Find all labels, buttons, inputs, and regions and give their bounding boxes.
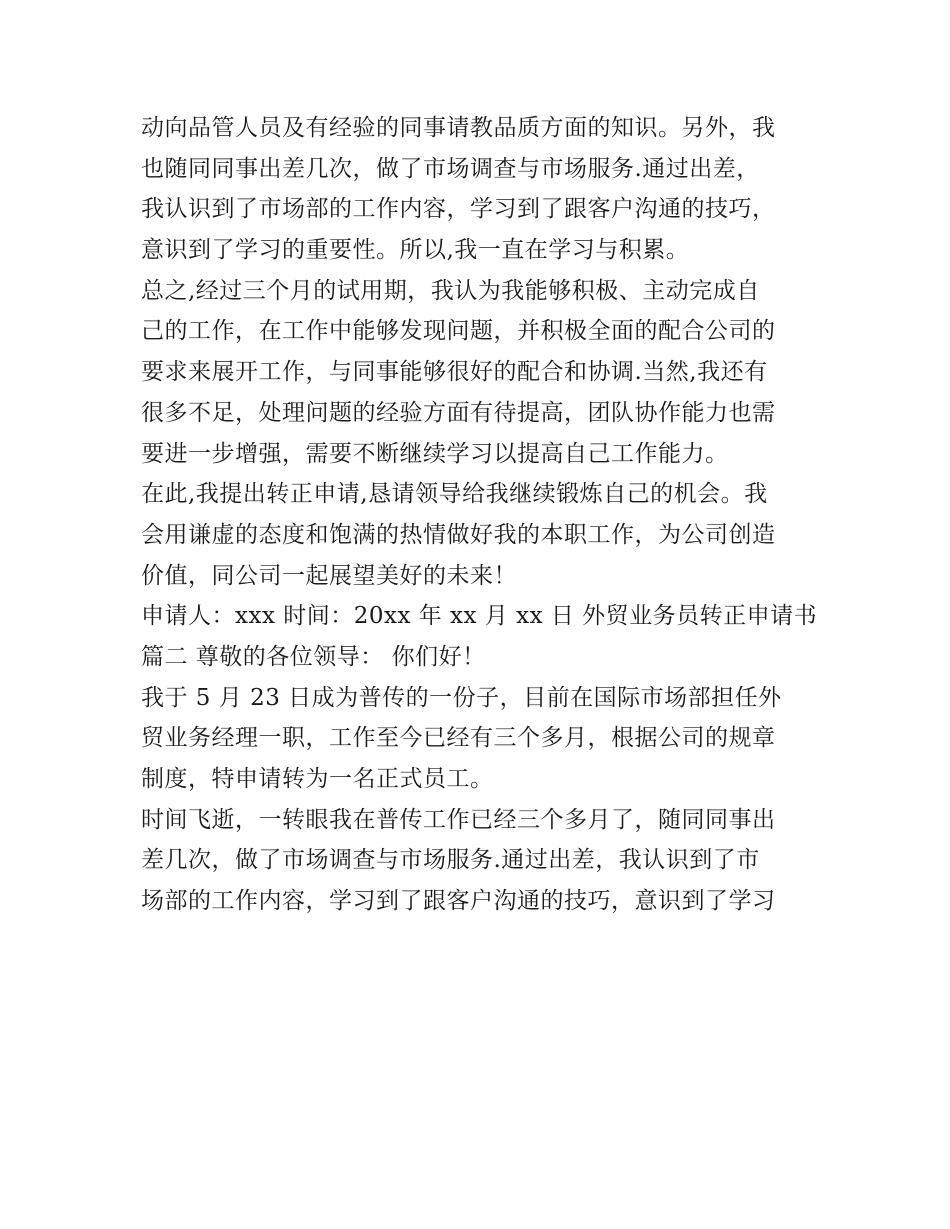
document-body bbox=[141, 108, 821, 922]
text-line: 己的工作，在工作中能够发现问题，并积极全面的配合公司的 bbox=[141, 318, 776, 345]
text-line: 在此,我提出转正申请,恳请领导给我继续锻炼自己的机会。我 bbox=[141, 481, 768, 508]
text-line: 我于 5 月 23 日成为普传的一份子，目前在国际市场部担任外 bbox=[141, 684, 782, 711]
text-line: 申请人：xxx 时间：20xx 年 xx 月 xx 日 外贸业务员转正申请书 bbox=[141, 603, 818, 630]
text-line: 要进一步增强，需要不断继续学习以提高自己工作能力。 bbox=[141, 440, 729, 467]
text-line: 差几次，做了市场调查与市场服务.通过出差，我认识到了市 bbox=[141, 847, 760, 874]
text-line: 场部的工作内容，学习到了跟客户沟通的技巧，意识到了学习 bbox=[141, 888, 776, 915]
text-line: 总之,经过三个月的试用期，我认为我能够积极、主动完成自 bbox=[141, 277, 760, 304]
text-line: 要求来展开工作，与同事能够很好的配合和协调.当然,我还有 bbox=[141, 359, 768, 386]
text-line: 会用谦虚的态度和饱满的热情做好我的本职工作，为公司创造 bbox=[141, 521, 776, 548]
text-line: 贸业务经理一职，工作至今已经有三个多月，根据公司的规章 bbox=[141, 725, 776, 752]
text-line: 意识到了学习的重要性。所以,我一直在学习与积累。 bbox=[141, 237, 690, 264]
text-line: 很多不足，处理问题的经验方面有待提高，团队协作能力也需 bbox=[141, 399, 776, 426]
text-line: 我认识到了市场部的工作内容，学习到了跟客户沟通的技巧， bbox=[141, 196, 776, 223]
text-line: 价值，同公司一起展望美好的未来！ bbox=[141, 562, 517, 589]
text-line: 篇二 尊敬的各位领导： 你们好！ bbox=[141, 643, 486, 670]
text-line: 动向品管人员及有经验的同事请教品质方面的知识。另外，我 bbox=[141, 115, 776, 141]
text-line: 也随同同事出差几次，做了市场调查与市场服务.通过出差， bbox=[141, 155, 760, 182]
text-line: 制度，特申请转为一名正式员工。 bbox=[141, 766, 494, 792]
text-line: 时间飞逝，一转眼我在普传工作已经三个多月了，随同同事出 bbox=[141, 806, 776, 833]
